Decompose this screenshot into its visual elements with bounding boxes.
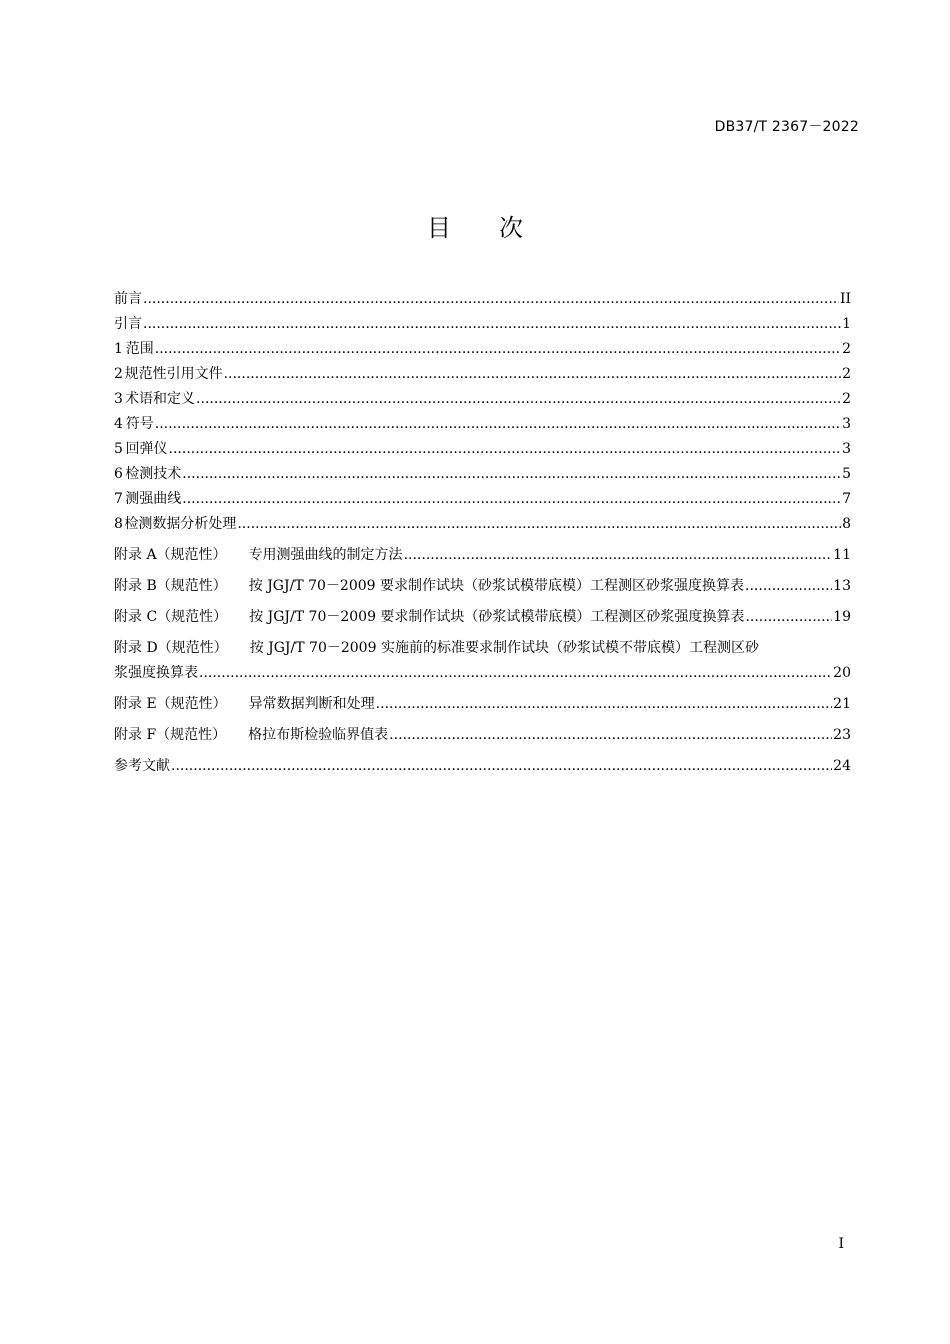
toc-entry-appendix-f[interactable] <box>114 723 851 748</box>
appendix-prefix: 附录 E（规范性） <box>114 696 227 712</box>
appendix-prefix: 附录 B（规范性） <box>114 578 227 594</box>
toc-entry-page: 19 <box>833 609 851 625</box>
dot-leader <box>143 287 839 312</box>
toc-entry-label: 术语和定义 <box>125 391 196 407</box>
toc-entry-number: 5 <box>114 441 123 457</box>
appendix-title: 按 JGJ/T 70－2009 实施前的标准要求制作试块（砂浆试模不带底模）工程测区砂 <box>249 640 759 656</box>
dot-leader <box>155 412 841 437</box>
dot-leader <box>224 362 842 387</box>
toc-entry-foreword[interactable] <box>114 287 851 312</box>
dot-leader <box>196 387 841 412</box>
toc-entry-number: 7 <box>114 491 123 507</box>
dot-leader <box>237 512 841 537</box>
toc-entry-page: 3 <box>842 441 851 457</box>
toc-entry-page: 1 <box>842 316 851 332</box>
toc-entry-introduction[interactable] <box>114 312 851 337</box>
dot-leader <box>169 437 842 462</box>
toc-entry-appendix-c[interactable] <box>114 605 851 630</box>
toc-entry-label: 规范性引用文件 <box>124 366 223 382</box>
toc-entry-page: 5 <box>842 466 851 482</box>
page-number: I <box>838 1236 844 1252</box>
toc-entry-appendix-a[interactable] <box>114 543 851 568</box>
toc-entry-appendix-d[interactable] <box>114 636 851 686</box>
toc-entry-label: 检测数据分析处理 <box>124 516 237 532</box>
toc-entry-chapter-8[interactable] <box>114 512 851 537</box>
appendix-title: 按 JGJ/T 70－2009 要求制作试块（砂浆试模带底模）工程测区砂浆强度换算表 <box>249 609 745 625</box>
toc-entry-page: 23 <box>833 727 851 743</box>
toc-entry-number: 6 <box>114 466 123 482</box>
toc-entry-chapter-2[interactable] <box>114 362 851 387</box>
toc-entry-page: 2 <box>842 341 851 357</box>
toc-entry-chapter-1[interactable] <box>114 337 851 362</box>
appendix-title-continued: 浆强度换算表 <box>114 665 198 681</box>
toc-entry-page: 11 <box>833 547 851 563</box>
toc-entry-label: 引言 <box>114 316 142 332</box>
toc-entry-appendix-e[interactable] <box>114 692 851 717</box>
toc-entry-page: 20 <box>833 665 851 681</box>
appendix-first-line <box>114 636 851 661</box>
document-code: DB37/T 2367－2022 <box>714 119 859 135</box>
dot-leader <box>389 723 832 748</box>
toc-entry-label: 回弹仪 <box>125 441 168 457</box>
toc-entry-chapter-4[interactable] <box>114 412 851 437</box>
toc-entry-chapter-7[interactable] <box>114 487 851 512</box>
toc-entry-label: 测强曲线 <box>125 491 182 507</box>
appendix-prefix: 附录 C（规范性） <box>114 609 228 625</box>
toc-entry-number: 3 <box>114 391 123 407</box>
toc-entry-references[interactable] <box>114 754 851 779</box>
toc-entry-label: 范围 <box>125 341 154 357</box>
toc-entry-page: 21 <box>833 696 851 712</box>
toc-entry-number: 4 <box>114 416 123 432</box>
dot-leader <box>376 692 833 717</box>
dot-leader <box>745 605 832 630</box>
appendix-prefix: 附录 A（规范性） <box>114 547 227 563</box>
toc-entry-page: 24 <box>833 758 851 774</box>
dot-leader <box>182 487 841 512</box>
dot-leader <box>745 574 832 599</box>
toc-entry-label: 前言 <box>114 291 142 307</box>
toc-entry-chapter-6[interactable] <box>114 462 851 487</box>
toc-entry-page: 7 <box>842 491 851 507</box>
appendix-title: 格拉布斯检验临界值表 <box>248 727 389 743</box>
toc-entry-page: 8 <box>842 516 851 532</box>
page-title: 目次 <box>427 214 571 242</box>
toc-entry-page: II <box>839 291 851 307</box>
toc-entry-page: 2 <box>842 366 851 382</box>
dot-leader <box>171 754 832 779</box>
toc-entry-label: 参考文献 <box>114 758 170 774</box>
toc-entry-label: 检测技术 <box>125 466 182 482</box>
toc-entry-label: 符号 <box>125 416 154 432</box>
dot-leader <box>182 462 841 487</box>
toc-entry-page: 13 <box>833 578 851 594</box>
toc-entry-number: 1 <box>114 341 123 357</box>
appendix-second-line <box>114 661 851 686</box>
dot-leader <box>404 543 833 568</box>
toc-entry-number: 8 <box>114 516 123 532</box>
dot-leader <box>199 661 832 686</box>
toc-entry-chapter-3[interactable] <box>114 387 851 412</box>
toc-entry-page: 2 <box>842 391 851 407</box>
toc-entry-appendix-b[interactable] <box>114 574 851 599</box>
appendix-prefix: 附录 D（规范性） <box>114 640 228 656</box>
appendix-title: 按 JGJ/T 70－2009 要求制作试块（砂浆试模带底模）工程测区砂浆强度换算表 <box>248 578 745 594</box>
appendix-title: 专用测强曲线的制定方法 <box>248 547 403 563</box>
appendix-title: 异常数据判断和处理 <box>248 696 375 712</box>
toc-entry-number: 2 <box>114 366 123 382</box>
dot-leader <box>143 312 841 337</box>
dot-leader <box>155 337 841 362</box>
table-of-contents <box>114 287 851 779</box>
appendix-prefix: 附录 F（规范性） <box>114 727 227 743</box>
toc-entry-chapter-5[interactable] <box>114 437 851 462</box>
toc-entry-page: 3 <box>842 416 851 432</box>
